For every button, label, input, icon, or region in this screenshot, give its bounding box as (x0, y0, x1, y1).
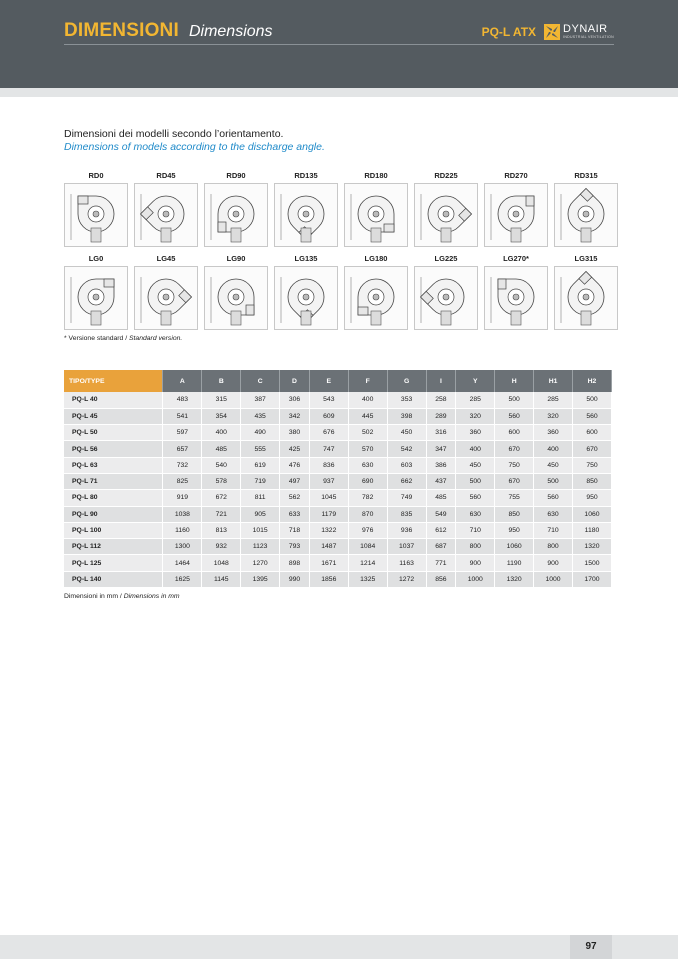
orientation-diagram (484, 183, 548, 247)
orientation-diagram (554, 183, 618, 247)
orientation-rd135 (274, 171, 338, 247)
column-header-type: TIPO/TYPE (64, 370, 163, 392)
dimension-cell: 1487 (309, 539, 348, 555)
column-header-y: Y (456, 370, 495, 392)
dimension-cell: 483 (163, 392, 202, 408)
fan-orientation-icon (415, 267, 477, 329)
dimension-cell: 630 (534, 506, 573, 522)
fan-orientation-icon (65, 184, 127, 246)
dimension-cell: 500 (456, 473, 495, 489)
column-header-i: I (426, 370, 456, 392)
orientation-row-lg (64, 254, 614, 330)
orientation-label: RD315 (574, 171, 598, 180)
dimension-cell: 690 (348, 473, 387, 489)
units-note (64, 593, 180, 600)
orientation-label: LG45 (156, 254, 176, 263)
dimension-cell: 400 (456, 441, 495, 457)
fan-logo-icon (544, 24, 560, 40)
dimension-cell: 670 (572, 441, 611, 457)
dimension-cell: 560 (495, 408, 534, 424)
orientation-diagram (414, 183, 478, 247)
dimension-cell: 900 (456, 555, 495, 571)
page-number: 97 (570, 935, 612, 959)
dimension-cell: 950 (495, 522, 534, 538)
orientation-label: RD270 (504, 171, 528, 180)
header-brand (482, 24, 614, 40)
dimension-cell: 353 (387, 392, 426, 408)
orientation-label: RD0 (88, 171, 104, 180)
dimension-cell: 450 (534, 457, 573, 473)
dimension-cell: 670 (495, 473, 534, 489)
dimension-cell: 633 (280, 506, 310, 522)
column-header-f: F (348, 370, 387, 392)
orientation-rd45 (134, 171, 198, 247)
dimension-cell: 485 (202, 441, 241, 457)
orientation-diagram (484, 266, 548, 330)
orientation-label: LG135 (294, 254, 318, 263)
dimension-cell: 500 (495, 392, 534, 408)
dimension-cell: 1045 (309, 490, 348, 506)
column-header-h: H (495, 370, 534, 392)
dimension-cell: 342 (280, 408, 310, 424)
orientation-label: RD180 (364, 171, 388, 180)
brand-logo (544, 24, 614, 40)
orientation-label: LG270* (503, 254, 529, 263)
logo-tagline: INDUSTRIAL VENTILATION (563, 35, 614, 40)
dimension-cell: 450 (387, 425, 426, 441)
dimension-cell: 919 (163, 490, 202, 506)
column-header-e: E (309, 370, 348, 392)
dimension-cell: 1464 (163, 555, 202, 571)
orientation-label: RD225 (434, 171, 458, 180)
logo-name: DYNAIR (563, 23, 608, 36)
fan-orientation-icon (555, 184, 617, 246)
dimension-cell: 320 (534, 408, 573, 424)
dimension-cell: 850 (572, 473, 611, 489)
dimension-cell: 1060 (495, 539, 534, 555)
dimension-cell: 1084 (348, 539, 387, 555)
dimension-cell: 570 (348, 441, 387, 457)
dimension-cell: 718 (280, 522, 310, 538)
dimension-cell: 630 (348, 457, 387, 473)
dimension-cell: 476 (280, 457, 310, 473)
model-code: PQ-L ATX (481, 25, 537, 39)
dimension-cell: 1671 (309, 555, 348, 571)
orientation-row-rd (64, 171, 614, 247)
dimension-cell: 398 (387, 408, 426, 424)
dimension-cell: 1625 (163, 571, 202, 587)
table-body (64, 392, 612, 588)
dimension-cell: 445 (348, 408, 387, 424)
dimension-cell: 400 (202, 425, 241, 441)
dimension-cell: 850 (495, 506, 534, 522)
model-type-cell: PQ-L 90 (64, 506, 163, 522)
dimension-cell: 1214 (348, 555, 387, 571)
dimension-cell: 258 (426, 392, 456, 408)
header-band (0, 88, 678, 97)
orientation-label: LG180 (364, 254, 388, 263)
dimension-cell: 1322 (309, 522, 348, 538)
dimension-cell: 603 (387, 457, 426, 473)
fan-orientation-icon (485, 267, 547, 329)
orientation-label: RD90 (226, 171, 246, 180)
dimension-cell: 612 (426, 522, 456, 538)
dimension-cell: 750 (495, 457, 534, 473)
dimension-cell: 1300 (163, 539, 202, 555)
orientation-rd90 (204, 171, 268, 247)
dimension-cell: 597 (163, 425, 202, 441)
dimension-cell: 437 (426, 473, 456, 489)
table-row (64, 539, 612, 555)
orientation-diagram (64, 266, 128, 330)
dimension-cell: 932 (202, 539, 241, 555)
orientation-label: LG0 (88, 254, 104, 263)
dimension-cell: 1320 (572, 539, 611, 555)
dimension-cell: 747 (309, 441, 348, 457)
orientation-label: RD135 (294, 171, 318, 180)
orientation-rd315 (554, 171, 618, 247)
dimension-cell: 870 (348, 506, 387, 522)
dimension-cell: 905 (241, 506, 280, 522)
orientation-label: LG315 (574, 254, 598, 263)
dimension-cell: 400 (534, 441, 573, 457)
column-header-c: C (241, 370, 280, 392)
dimension-cell: 500 (534, 473, 573, 489)
dimension-cell: 1060 (572, 506, 611, 522)
dimension-cell: 856 (426, 571, 456, 587)
table-row (64, 473, 612, 489)
table-row (64, 571, 612, 587)
dimension-cell: 560 (534, 490, 573, 506)
dimension-cell: 771 (426, 555, 456, 571)
orientation-diagram (204, 183, 268, 247)
dimension-cell: 662 (387, 473, 426, 489)
dimension-cell: 1163 (387, 555, 426, 571)
dimension-cell: 316 (426, 425, 456, 441)
dimension-cell: 1048 (202, 555, 241, 571)
title-italian: DIMENSIONI (64, 20, 179, 41)
dimension-cell: 1325 (348, 571, 387, 587)
model-type-cell: PQ-L 100 (64, 522, 163, 538)
fan-orientation-icon (485, 184, 547, 246)
table-row (64, 490, 612, 506)
orientation-diagram (344, 266, 408, 330)
table-row (64, 441, 612, 457)
footnote-english: Standard version. (129, 335, 183, 342)
orientation-lg270-standard (484, 254, 548, 330)
table-row (64, 392, 612, 408)
model-type-cell: PQ-L 45 (64, 408, 163, 424)
dimension-cell: 825 (163, 473, 202, 489)
dimension-cell: 1038 (163, 506, 202, 522)
orientation-diagram (274, 266, 338, 330)
dimension-cell: 898 (280, 555, 310, 571)
title-english: Dimensions (188, 23, 273, 40)
dimension-cell: 542 (387, 441, 426, 457)
fan-orientation-icon (555, 267, 617, 329)
dimension-cell: 320 (456, 408, 495, 424)
model-type-cell: PQ-L 40 (64, 392, 163, 408)
intro-english: Dimensions of models according to the discharge angle. (64, 141, 325, 153)
dimension-cell: 306 (280, 392, 310, 408)
orientation-rd270 (484, 171, 548, 247)
dimension-cell: 541 (163, 408, 202, 424)
dimension-cell: 1160 (163, 522, 202, 538)
dimension-cell: 719 (241, 473, 280, 489)
orientation-lg90 (204, 254, 268, 330)
table-row (64, 408, 612, 424)
dimension-cell: 835 (387, 506, 426, 522)
fan-orientation-icon (345, 184, 407, 246)
dimension-cell: 755 (495, 490, 534, 506)
dimension-cell: 1320 (495, 571, 534, 587)
dimension-cell: 976 (348, 522, 387, 538)
dimension-cell: 1123 (241, 539, 280, 555)
table-row (64, 555, 612, 571)
table-row (64, 425, 612, 441)
dimension-cell: 657 (163, 441, 202, 457)
dimension-cell: 360 (534, 425, 573, 441)
dimension-cell: 749 (387, 490, 426, 506)
footnote-italian: Versione standard / (68, 335, 128, 342)
dimension-cell: 710 (456, 522, 495, 538)
dimension-cell: 670 (495, 441, 534, 457)
standard-version-note (64, 335, 182, 342)
column-header-h1: H1 (534, 370, 573, 392)
dimension-cell: 672 (202, 490, 241, 506)
dimension-cell: 687 (426, 539, 456, 555)
dimension-cell: 1000 (456, 571, 495, 587)
dimension-cell: 380 (280, 425, 310, 441)
orientation-diagram (204, 266, 268, 330)
dimension-cell: 1190 (495, 555, 534, 571)
fan-orientation-icon (205, 267, 267, 329)
orientation-diagram (64, 183, 128, 247)
dimension-cell: 1700 (572, 571, 611, 587)
dimension-cell: 600 (495, 425, 534, 441)
dimension-cell: 793 (280, 539, 310, 555)
dimension-cell: 732 (163, 457, 202, 473)
orientation-lg0 (64, 254, 128, 330)
fan-orientation-icon (135, 267, 197, 329)
column-header-d: D (280, 370, 310, 392)
dimensions-table (64, 370, 612, 588)
orientation-label: RD45 (156, 171, 176, 180)
dimension-cell: 1500 (572, 555, 611, 571)
dimension-cell: 950 (572, 490, 611, 506)
dimension-cell: 360 (456, 425, 495, 441)
column-header-a: A (163, 370, 202, 392)
model-type-cell: PQ-L 112 (64, 539, 163, 555)
column-header-b: B (202, 370, 241, 392)
orientation-label: LG225 (434, 254, 458, 263)
fan-orientation-icon (345, 267, 407, 329)
table-row (64, 457, 612, 473)
dimension-cell: 560 (572, 408, 611, 424)
fan-orientation-icon (275, 267, 337, 329)
footnote-mark: * (64, 335, 67, 342)
dimension-cell: 1272 (387, 571, 426, 587)
dimension-cell: 600 (572, 425, 611, 441)
intro (64, 128, 325, 153)
orientation-lg315 (554, 254, 618, 330)
dimension-cell: 936 (387, 522, 426, 538)
dimension-cell: 285 (456, 392, 495, 408)
dimension-cell: 900 (534, 555, 573, 571)
orientation-diagram (134, 183, 198, 247)
model-type-cell: PQ-L 125 (64, 555, 163, 571)
orientation-rd225 (414, 171, 478, 247)
intro-italian: Dimensioni dei modelli secondo l’orientamento. (64, 128, 284, 140)
dimension-cell: 1270 (241, 555, 280, 571)
column-header-g: G (387, 370, 426, 392)
orientation-lg45 (134, 254, 198, 330)
orientation-lg135 (274, 254, 338, 330)
dimension-cell: 813 (202, 522, 241, 538)
orientation-rd0 (64, 171, 128, 247)
orientation-diagram (554, 266, 618, 330)
dimension-cell: 400 (348, 392, 387, 408)
dimension-cell: 630 (456, 506, 495, 522)
orientation-lg180 (344, 254, 408, 330)
dimension-cell: 800 (456, 539, 495, 555)
dimension-cell: 800 (534, 539, 573, 555)
fan-orientation-icon (65, 267, 127, 329)
model-type-cell: PQ-L 80 (64, 490, 163, 506)
dimension-cell: 836 (309, 457, 348, 473)
orientation-diagram (134, 266, 198, 330)
dimension-cell: 578 (202, 473, 241, 489)
dimension-cell: 1145 (202, 571, 241, 587)
dimension-cell: 782 (348, 490, 387, 506)
dimension-cell: 1015 (241, 522, 280, 538)
fan-orientation-icon (135, 184, 197, 246)
table-row (64, 506, 612, 522)
table-row (64, 522, 612, 538)
dimension-cell: 497 (280, 473, 310, 489)
dimension-cell: 619 (241, 457, 280, 473)
dimension-cell: 811 (241, 490, 280, 506)
dimension-cell: 425 (280, 441, 310, 457)
dimension-cell: 750 (572, 457, 611, 473)
table-header-row (64, 370, 612, 392)
dimension-cell: 502 (348, 425, 387, 441)
header-rule (64, 44, 614, 45)
dimension-cell: 562 (280, 490, 310, 506)
dimension-cell: 386 (426, 457, 456, 473)
orientation-diagram (344, 183, 408, 247)
dimension-cell: 1179 (309, 506, 348, 522)
column-header-h2: H2 (572, 370, 611, 392)
orientation-rd180 (344, 171, 408, 247)
dimension-cell: 609 (309, 408, 348, 424)
dimension-cell: 1180 (572, 522, 611, 538)
units-note-english: Dimensions in mm (123, 593, 180, 600)
dimension-cell: 289 (426, 408, 456, 424)
dimension-cell: 1037 (387, 539, 426, 555)
dimension-cell: 450 (456, 457, 495, 473)
dimension-cell: 560 (456, 490, 495, 506)
dimension-cell: 540 (202, 457, 241, 473)
dimension-cell: 721 (202, 506, 241, 522)
model-type-cell: PQ-L 50 (64, 425, 163, 441)
page-header (0, 0, 678, 88)
dimension-cell: 315 (202, 392, 241, 408)
orientation-label: LG90 (226, 254, 246, 263)
fan-orientation-icon (275, 184, 337, 246)
dimension-cell: 710 (534, 522, 573, 538)
dimension-cell: 490 (241, 425, 280, 441)
orientation-lg225 (414, 254, 478, 330)
dimension-cell: 543 (309, 392, 348, 408)
dimension-cell: 354 (202, 408, 241, 424)
dimension-cell: 435 (241, 408, 280, 424)
dimension-cell: 285 (534, 392, 573, 408)
header-title (64, 20, 273, 42)
fan-orientation-icon (205, 184, 267, 246)
model-type-cell: PQ-L 63 (64, 457, 163, 473)
dimension-cell: 485 (426, 490, 456, 506)
dimension-cell: 347 (426, 441, 456, 457)
dimension-cell: 500 (572, 392, 611, 408)
model-type-cell: PQ-L 71 (64, 473, 163, 489)
units-note-italian: Dimensioni in mm / (64, 593, 122, 600)
fan-orientation-icon (415, 184, 477, 246)
dimension-cell: 1856 (309, 571, 348, 587)
model-type-cell: PQ-L 56 (64, 441, 163, 457)
dimension-cell: 1395 (241, 571, 280, 587)
orientation-diagram (274, 183, 338, 247)
dimension-cell: 549 (426, 506, 456, 522)
dimension-cell: 676 (309, 425, 348, 441)
orientation-diagram (414, 266, 478, 330)
dimension-cell: 1000 (534, 571, 573, 587)
dimension-cell: 990 (280, 571, 310, 587)
dimension-cell: 387 (241, 392, 280, 408)
model-type-cell: PQ-L 140 (64, 571, 163, 587)
dimension-cell: 555 (241, 441, 280, 457)
dimension-cell: 937 (309, 473, 348, 489)
